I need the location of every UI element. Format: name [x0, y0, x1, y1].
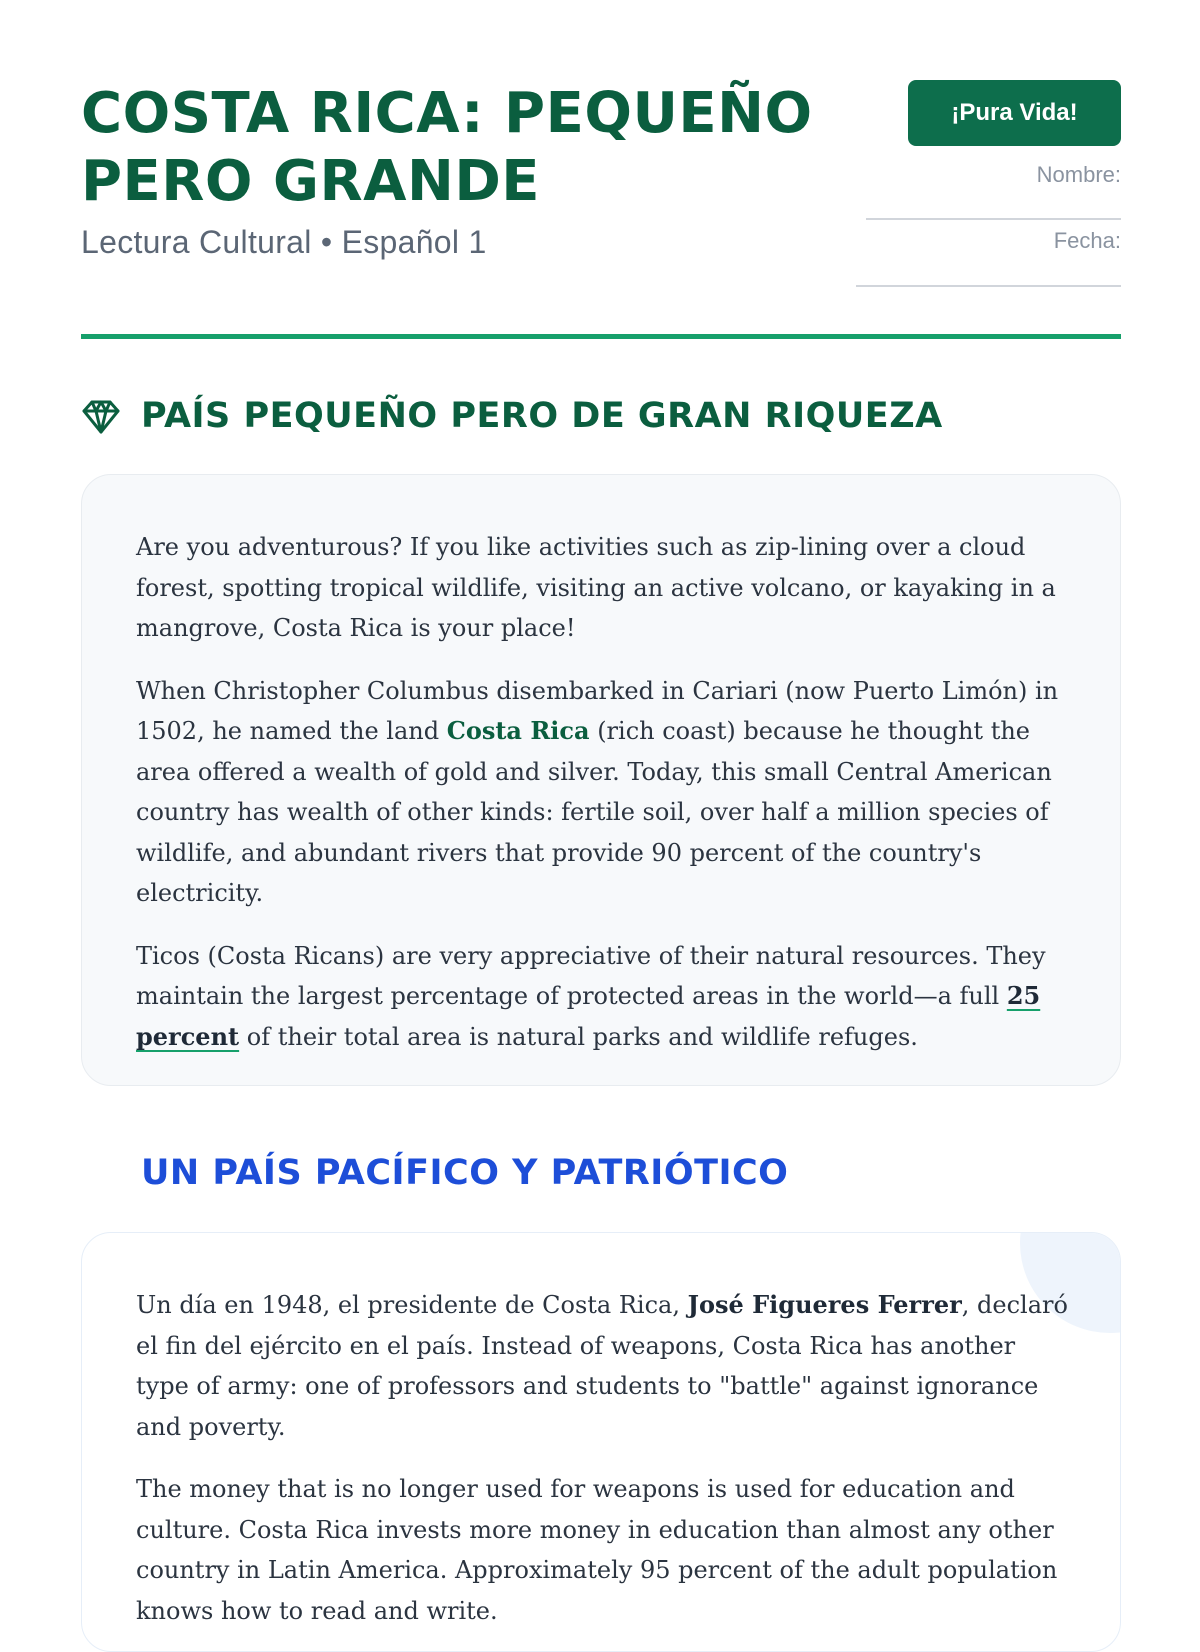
paragraph-text: Are you adventurous? If you like activities such as zip-lining over a cloud forest, spotting tropical wildlife, visiting an active volcano, or kayaking in a mangrove, Costa Rica is your place! — [136, 533, 1056, 642]
paragraph-text: Un día en 1948, el presidente de Costa Rica, — [136, 1291, 688, 1319]
header-divider — [81, 334, 1121, 339]
paragraph — [136, 936, 1071, 1058]
paragraph — [136, 1469, 1071, 1631]
page-subtitle: Lectura Cultural • Español 1 — [81, 224, 487, 260]
section-heading-text: PAÍS PEQUEÑO PERO DE GRAN RIQUEZA — [141, 396, 943, 436]
section-heading-pacifico — [141, 1153, 788, 1193]
keyword-jose-figueres: José Figueres Ferrer — [687, 1290, 962, 1319]
paragraph-text: of their total area is natural parks and wildlife refuges. — [239, 1022, 918, 1051]
gem-icon — [81, 396, 121, 436]
paragraph — [136, 671, 1071, 914]
section-heading-text: UN PAÍS PACÍFICO Y PATRIÓTICO — [141, 1153, 789, 1193]
keyword-costa-rica: Costa Rica — [446, 716, 590, 745]
paragraph-text: (rich coast) because he thought the area offered a wealth of gold and silver. Today, this small Central American country has wealth of other kinds: fertile soil, over half a million species of wildlife, and abundant rivers that provide 90 percent of the country's electricity. — [136, 717, 1052, 907]
section-heading-riqueza — [81, 396, 943, 436]
reading-body — [136, 1285, 1071, 1652]
paragraph — [136, 527, 1071, 649]
keyword-25-percent: 25 percent — [136, 981, 1041, 1051]
paragraph — [136, 1285, 1071, 1447]
name-label: Nombre: — [1036, 162, 1121, 187]
page-title: COSTA RICA: PEQUEÑO PERO GRANDE — [81, 81, 813, 214]
paragraph-text: When Christopher Columbus disembarked in Cariari (now Puerto Limón) in 1502, he named the land — [136, 676, 1059, 745]
pura-vida-button[interactable]: ¡Pura Vida! — [908, 80, 1121, 146]
paragraph-text: , declaró el fin del ejército en el país. Instead of weapons, Costa Rica has another type of army: one of professors and students to "battle" against ignorance and poverty. — [136, 1291, 1068, 1441]
date-label: Fecha: — [1053, 228, 1121, 253]
paragraph-text: Ticos (Costa Ricans) are very appreciative of their natural resources. They maintain the largest percentage of protected areas in the world—a full — [136, 941, 1046, 1010]
paragraph-text: The money that is no longer used for weapons is used for education and culture. Costa Rica invests more money in education than almost any other country in Latin America. Approximately 95 percent of the adult population knows how to read and write. — [136, 1475, 1058, 1625]
reading-card-riqueza — [81, 474, 1121, 1086]
name-field-line[interactable] — [866, 218, 1121, 220]
reading-card-pacifico — [81, 1232, 1121, 1652]
date-field-line[interactable] — [856, 285, 1121, 287]
reading-body — [136, 527, 1071, 1079]
